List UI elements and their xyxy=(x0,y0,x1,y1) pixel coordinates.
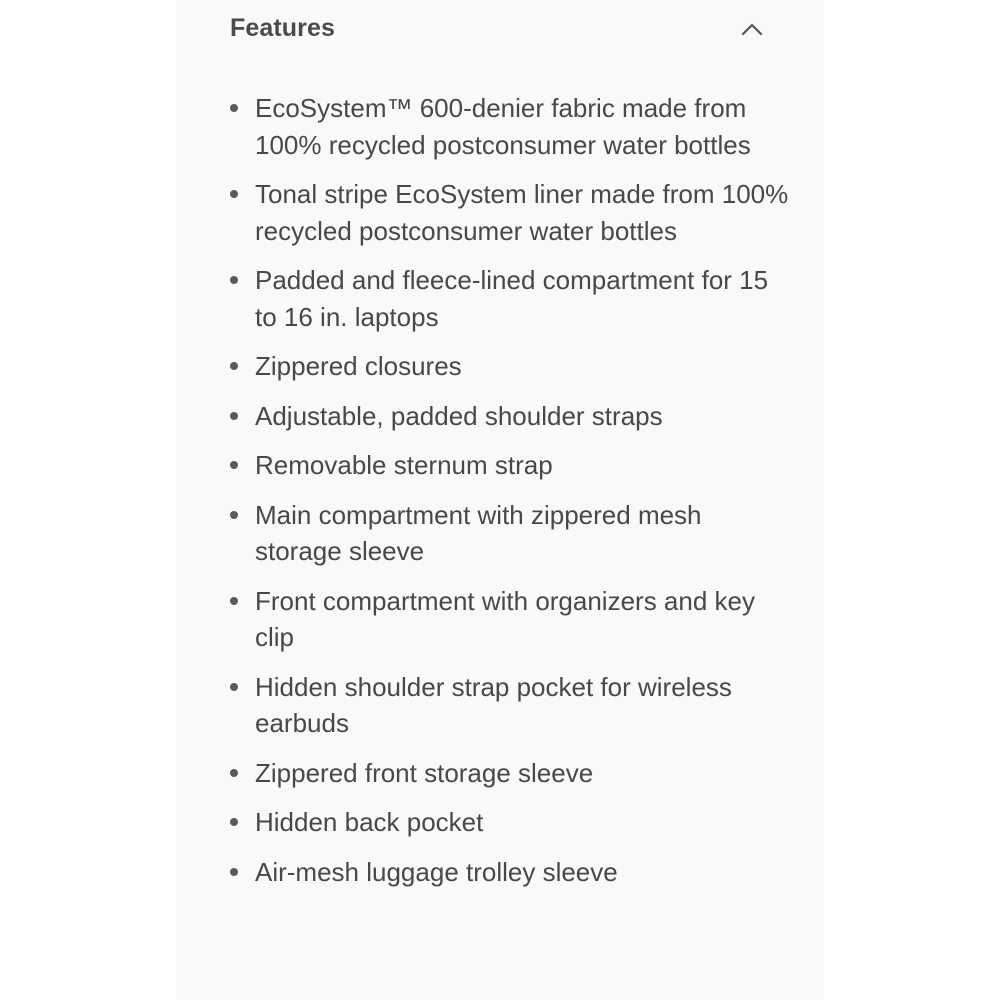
bullet-icon xyxy=(230,412,238,420)
feature-text: Zippered front storage sleeve xyxy=(255,757,594,788)
feature-text: Zippered closures xyxy=(255,351,462,381)
feature-text: Removable sternum strap xyxy=(255,450,553,480)
list-item xyxy=(230,804,790,841)
list-item xyxy=(230,90,790,163)
list-item xyxy=(230,583,790,656)
bullet-icon xyxy=(230,511,238,519)
bullet-icon xyxy=(230,868,238,876)
list-item xyxy=(230,348,790,385)
section-title: Features xyxy=(230,14,336,42)
feature-text: EcoSystem™ 600-denier fabric made from 100% recycled postconsumer water bottles xyxy=(255,93,751,160)
chevron-up-icon[interactable] xyxy=(740,18,764,42)
bullet-icon xyxy=(230,276,238,284)
bullet-icon xyxy=(230,362,238,370)
bullet-icon xyxy=(230,683,238,691)
list-item xyxy=(230,398,790,435)
bullet-icon xyxy=(230,818,238,826)
features-list xyxy=(230,90,790,903)
feature-text: Hidden back pocket xyxy=(255,807,484,837)
bullet-icon xyxy=(230,190,238,198)
list-item xyxy=(230,755,790,792)
list-item xyxy=(230,447,790,484)
feature-text: Air-mesh luggage trolley sleeve xyxy=(255,856,618,887)
bullet-icon xyxy=(230,597,238,605)
list-item xyxy=(230,669,790,742)
list-item xyxy=(230,176,790,249)
feature-text: Adjustable, padded shoulder straps xyxy=(255,400,663,431)
features-panel xyxy=(176,0,824,1000)
features-accordion-header[interactable] xyxy=(230,0,770,64)
list-item xyxy=(230,497,790,570)
feature-text: Front compartment with organizers and key clip xyxy=(255,585,755,652)
list-item xyxy=(230,854,790,891)
feature-text: Hidden shoulder strap pocket for wireless earbuds xyxy=(255,671,732,738)
bullet-icon xyxy=(230,104,238,112)
bullet-icon xyxy=(230,769,238,777)
feature-text: Main compartment with zippered mesh storage sleeve xyxy=(255,499,702,566)
list-item xyxy=(230,262,790,335)
bullet-icon xyxy=(230,461,238,469)
feature-text: Padded and fleece-lined compartment for 15 to 16 in. laptops xyxy=(255,265,769,332)
feature-text: Tonal stripe EcoSystem liner made from 100% recycled postconsumer water bottles xyxy=(255,179,789,246)
